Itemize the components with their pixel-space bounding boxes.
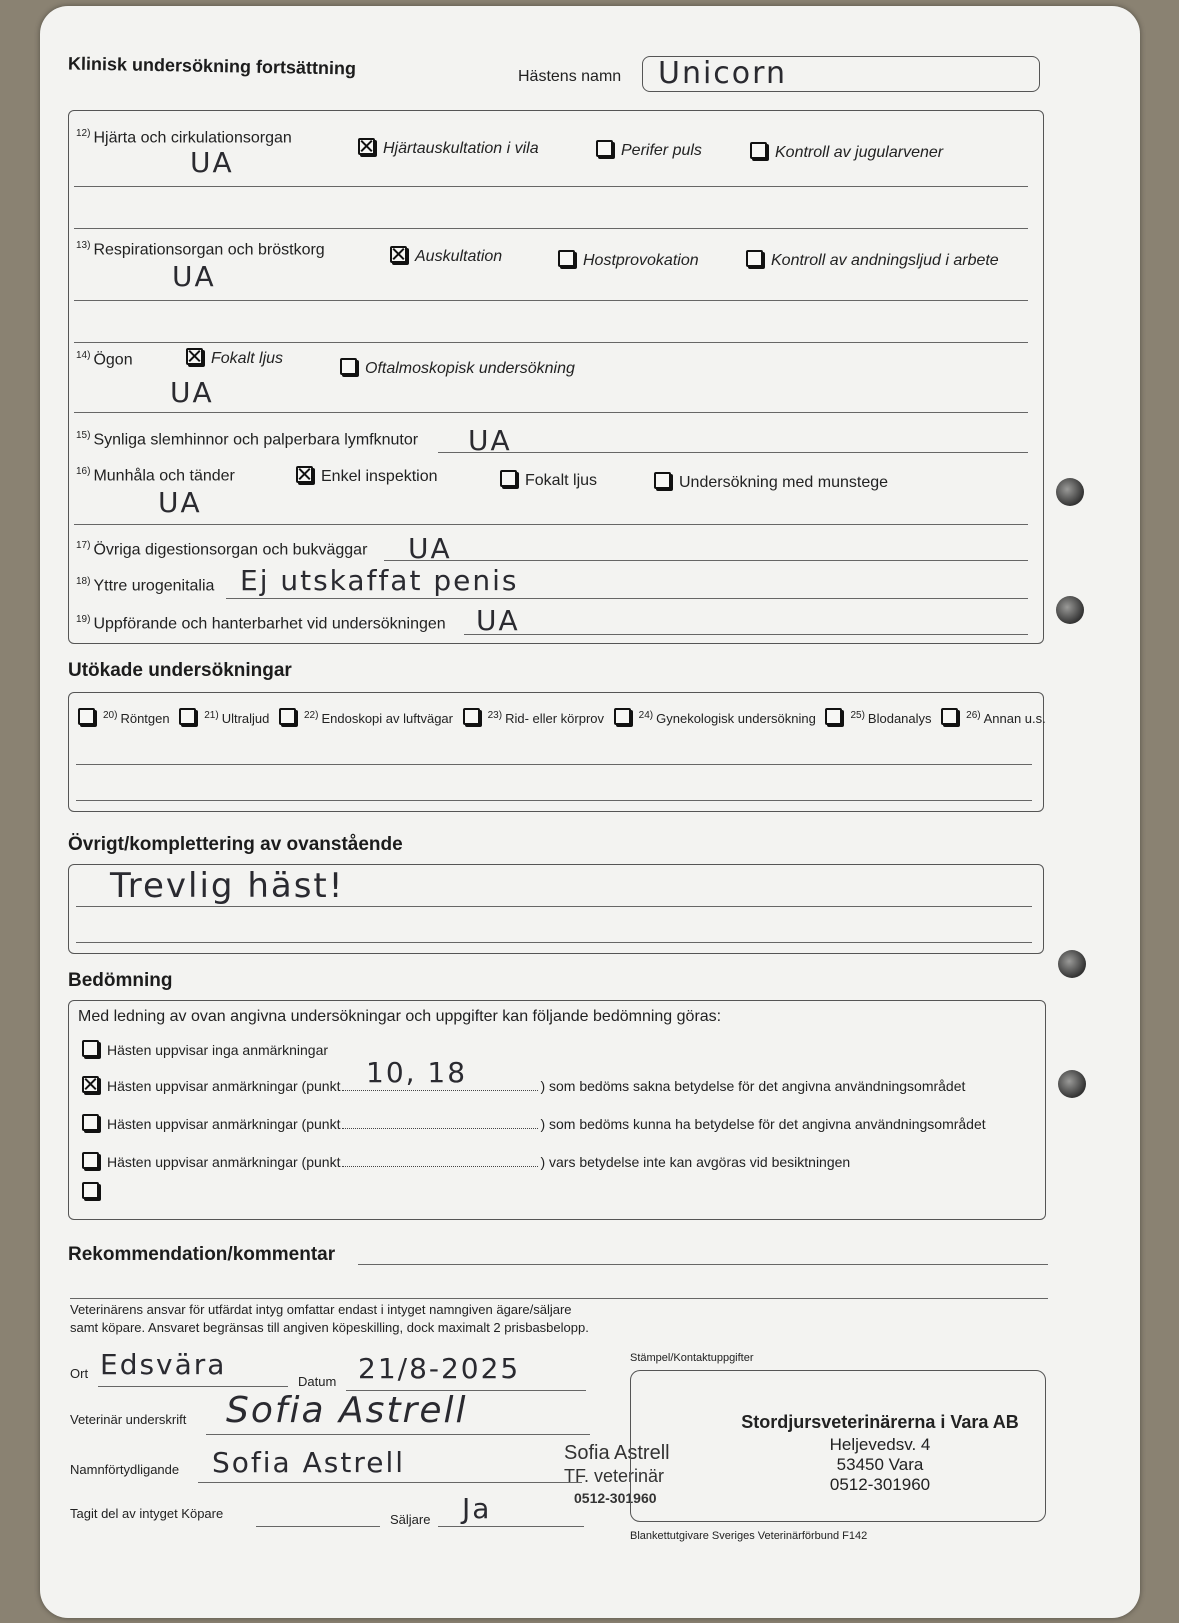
assessment-option-2[interactable]: Hästen uppvisar anmärkningar (punkt ) som bedöms sakna betydelse för det angivna användningsområdet xyxy=(82,1076,965,1094)
checkbox-checked-icon xyxy=(82,1076,99,1093)
footer-publisher: Blankettutgivare Sveriges Veterinärförbund F142 xyxy=(630,1530,868,1542)
clinic-phone: 0512-301960 xyxy=(829,1475,931,1494)
check-ridprov[interactable]: $^{23)}$ Rid- eller körprov xyxy=(463,711,604,726)
line xyxy=(74,228,1028,229)
check-andningsljud[interactable]: Kontroll av andningsljud i arbete xyxy=(746,250,999,270)
liability-line-1: Veterinärens ansvar för utfärdat intyg omfattar endast i intyget namngiven ägare/säljare xyxy=(70,1302,572,1317)
horse-name-label: Hästens namn xyxy=(518,68,622,85)
vet-sign-label: Veterinär underskrift xyxy=(70,1412,187,1427)
assessment-box xyxy=(68,1000,1046,1220)
line xyxy=(76,906,1032,907)
section-17-note: UA xyxy=(408,532,452,565)
checkbox-icon xyxy=(340,358,357,375)
check-jugularvener[interactable]: Kontroll av jugularvener xyxy=(750,142,943,162)
clinic-street: Heljevedsv. 4 xyxy=(829,1435,931,1454)
check-perifer-puls[interactable]: Perifer puls xyxy=(596,140,702,160)
check-oftalmoskopisk[interactable]: Oftalmoskopisk undersökning xyxy=(340,358,575,378)
place-value: Edsvära xyxy=(100,1348,227,1381)
seller-label: Säljare xyxy=(390,1512,431,1527)
checkbox-checked-icon xyxy=(186,348,203,365)
checkbox-icon xyxy=(500,470,517,487)
section-16-note: UA xyxy=(158,486,202,519)
checkbox-icon xyxy=(614,708,631,725)
check-hostprovokation[interactable]: Hostprovokation xyxy=(558,250,699,270)
checkbox-checked-icon xyxy=(358,138,375,155)
line xyxy=(98,1386,288,1387)
place-label: Ort xyxy=(70,1366,89,1381)
clinic-stamp xyxy=(730,1412,1030,1495)
name-value: Sofia Astrell xyxy=(212,1446,406,1479)
checkbox-icon xyxy=(82,1152,99,1169)
form-page xyxy=(40,6,1140,1618)
line xyxy=(464,634,1028,635)
checkbox-icon xyxy=(596,140,613,157)
stamp-label: Stämpel/Kontaktuppgifter xyxy=(630,1352,754,1364)
vet-stamp-title: TF. veterinär xyxy=(564,1466,665,1486)
name-label: Namnförtydligande xyxy=(70,1462,180,1477)
line xyxy=(74,342,1028,343)
checkbox-icon xyxy=(78,708,95,725)
checkbox-icon xyxy=(654,472,671,489)
section-19-label: $^{19)}$ Uppförande och hanterbarhet vid undersökningen xyxy=(76,614,446,633)
assessment-option-5[interactable] xyxy=(82,1182,107,1202)
line xyxy=(76,764,1032,765)
check-blodanalys[interactable]: $^{25)}$ Blodanalys xyxy=(825,711,931,726)
check-ultraljud[interactable]: $^{21)}$ Ultraljud xyxy=(179,711,269,726)
clinic-city: 53450 Vara xyxy=(836,1455,924,1474)
section-14-note: UA xyxy=(170,376,214,409)
assessment-points: 10, 18 xyxy=(366,1056,468,1089)
vet-stamp-name: Sofia Astrell xyxy=(564,1442,670,1464)
assessment-title: Bedömning xyxy=(68,970,173,991)
line xyxy=(384,560,1028,561)
section-15-note: UA xyxy=(468,424,512,457)
other-title: Övrigt/komplettering av ovanstående xyxy=(68,834,403,855)
section-15-label: $^{15)}$ Synliga slemhinnor och palperbara lymfknutor xyxy=(76,430,419,449)
binder-hole-icon xyxy=(1056,596,1084,624)
section-17-label: $^{17)}$ Övriga digestionsorgan och bukväggar xyxy=(76,540,368,559)
checkbox-icon xyxy=(463,708,480,725)
vet-sign-value: Sofia Astrell xyxy=(226,1390,468,1431)
extended-checks xyxy=(78,708,1046,726)
check-fokalt-ljus-ogon[interactable]: Fokalt ljus xyxy=(186,348,283,368)
seller-value: Ja xyxy=(462,1492,492,1525)
other-note: Trevlig häst! xyxy=(110,866,345,906)
section-16-label: $^{16)}$ Munhåla och tänder xyxy=(76,466,235,485)
line xyxy=(226,598,1028,599)
section-14-label: $^{14)}$ Ögon xyxy=(76,350,133,369)
line xyxy=(76,942,1032,943)
line xyxy=(438,1526,584,1527)
binder-hole-icon xyxy=(1058,950,1086,978)
line xyxy=(74,300,1028,301)
check-enkel-inspektion[interactable]: Enkel inspektion xyxy=(296,466,438,486)
assessment-option-1[interactable]: Hästen uppvisar inga anmärkningar xyxy=(82,1040,328,1058)
checkbox-icon xyxy=(746,250,763,267)
check-rontgen[interactable]: $^{20)}$ Röntgen xyxy=(78,711,170,726)
section-18-note: Ej utskaffat penis xyxy=(240,564,519,597)
extended-title: Utökade undersökningar xyxy=(68,660,292,681)
line xyxy=(70,1298,1048,1299)
checkbox-icon xyxy=(82,1114,99,1131)
check-auskultation[interactable]: Auskultation xyxy=(390,246,502,266)
checkbox-icon xyxy=(279,708,296,725)
line xyxy=(74,186,1028,187)
checkbox-checked-icon xyxy=(296,466,313,483)
check-annan[interactable]: $^{26)}$ Annan u.s. xyxy=(941,711,1046,726)
section-13-note: UA xyxy=(172,260,216,293)
liability-line-2: samt köpare. Ansvaret begränsas till angiven köpeskilling, dock maximalt 2 prisbasbelopp. xyxy=(70,1320,589,1335)
line xyxy=(256,1526,380,1527)
section-12-label: $^{12)}$ Hjärta och cirkulationsorgan xyxy=(76,128,292,147)
checkbox-icon xyxy=(825,708,842,725)
line xyxy=(358,1264,1048,1265)
checkbox-icon xyxy=(941,708,958,725)
check-munstege[interactable]: Undersökning med munstege xyxy=(654,472,888,492)
check-hjartauskultation[interactable]: Hjärtauskultation i vila xyxy=(358,138,539,158)
line xyxy=(76,800,1032,801)
checkbox-icon xyxy=(558,250,575,267)
section-13-label: $^{13)}$ Respirationsorgan och bröstkorg xyxy=(76,240,325,259)
assessment-intro: Med ledning av ovan angivna undersökningar och uppgifter kan följande bedömning göras: xyxy=(78,1008,722,1025)
line xyxy=(206,1434,590,1435)
binder-hole-icon xyxy=(1056,478,1084,506)
clinic-name: Stordjursveterinärerna i Vara AB xyxy=(741,1412,1019,1432)
form-title: Klinisk undersökning fortsättning xyxy=(67,53,357,79)
buyer-label: Tagit del av intyget Köpare xyxy=(70,1506,224,1521)
check-gynekologisk[interactable]: $^{24)}$ Gynekologisk undersökning xyxy=(614,711,816,726)
check-endoskopi[interactable]: $^{22)}$ Endoskopi av luftvägar xyxy=(279,711,453,726)
assessment-option-4[interactable]: Hästen uppvisar anmärkningar (punkt ) vars betydelse inte kan avgöras vid besiktningen xyxy=(82,1152,850,1170)
checkbox-icon xyxy=(82,1182,99,1199)
checkbox-icon xyxy=(82,1040,99,1057)
recommendation-title: Rekommendation/kommentar xyxy=(68,1244,336,1265)
date-label: Datum xyxy=(298,1374,337,1389)
line xyxy=(74,412,1028,413)
line xyxy=(74,524,1028,525)
date-value: 21/8-2025 xyxy=(358,1352,521,1385)
checkbox-checked-icon xyxy=(390,246,407,263)
checkbox-icon xyxy=(179,708,196,725)
horse-name-value: Unicorn xyxy=(658,56,787,91)
line xyxy=(438,452,1028,453)
assessment-option-3[interactable]: Hästen uppvisar anmärkningar (punkt ) som bedöms kunna ha betydelse för det angivna användningsområdet xyxy=(82,1114,986,1132)
section-12-note: UA xyxy=(190,146,234,179)
check-fokalt-ljus-mun[interactable]: Fokalt ljus xyxy=(500,470,597,490)
line xyxy=(198,1482,582,1483)
section-18-label: $^{18)}$ Yttre urogenitalia xyxy=(76,576,215,595)
checkbox-icon xyxy=(750,142,767,159)
section-19-note: UA xyxy=(476,604,520,637)
vet-stamp-phone: 0512-301960 xyxy=(574,1490,657,1506)
binder-hole-icon xyxy=(1058,1070,1086,1098)
